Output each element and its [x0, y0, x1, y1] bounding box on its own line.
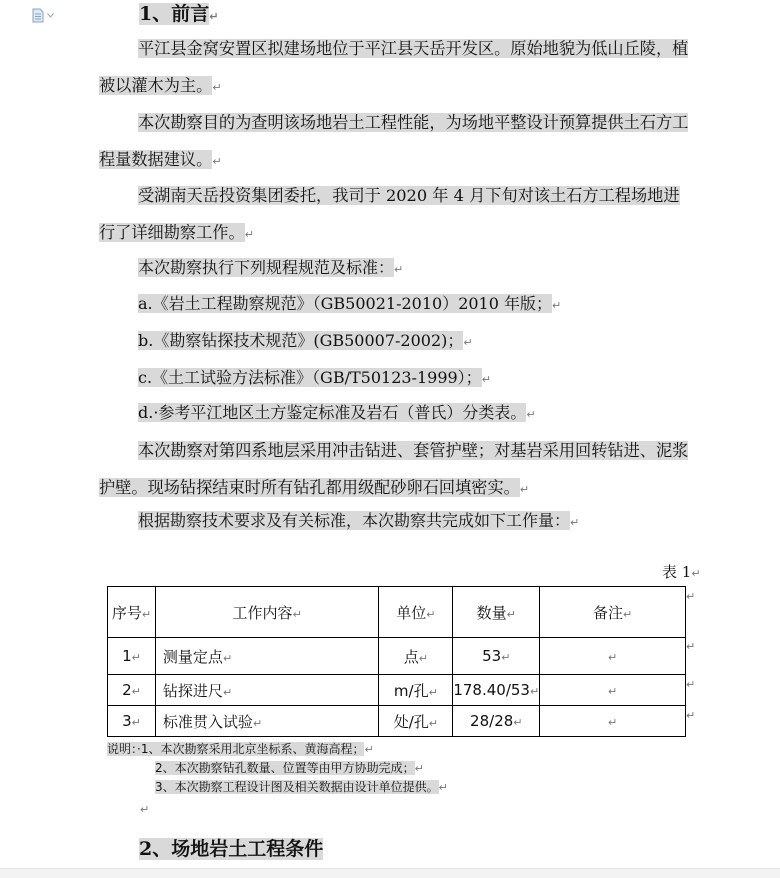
table-row — [108, 706, 686, 737]
row-end-mark: ↵ — [686, 640, 696, 653]
table-row — [108, 675, 686, 706]
table-cell: 测量定点↵ — [155, 638, 379, 675]
table-cell: ↵ — [540, 638, 686, 675]
section-heading-1: 1、前言↵ — [139, 3, 219, 25]
table-row — [108, 638, 686, 675]
row-end-mark: ↵ — [686, 590, 696, 603]
standard-item: d.·参考平江地区土方鉴定标准及岩石（普氏）分类表。↵ — [138, 403, 536, 422]
table-header-row — [108, 587, 686, 638]
table-cell: 178.40/53↵ — [453, 675, 540, 706]
empty-paragraph-mark: ↵ — [140, 803, 150, 816]
header-cell: 序号↵ — [108, 587, 156, 638]
table-cell: 53↵ — [453, 638, 540, 675]
standards-intro: 本次勘察执行下列规程规范及标准：↵ — [138, 258, 404, 277]
table-notes — [107, 740, 448, 797]
paragraph-method: 本次勘察对第四系地层采用冲击钻进、套管护壁；对基岩采用回转钻进、泥浆护壁。现场钻探结束时所有钻孔都用级配砂卵石回填密实。↵ — [99, 441, 689, 497]
table-cell: ↵ — [540, 706, 686, 737]
paragraph-purpose: 本次勘察目的为查明该场地岩土工程性能，为场地平整设计预算提供土石方工程量数据建议。↵ — [99, 113, 689, 169]
table-cell: 3↵ — [108, 706, 156, 737]
table-cell: 1↵ — [108, 638, 156, 675]
header-cell: 工作内容↵ — [155, 587, 379, 638]
workload-table — [107, 586, 686, 737]
table-cell: 钻探进尺↵ — [155, 675, 379, 706]
paragraph-commission: 受湖南天岳投资集团委托，我司于 2020 年 4 月下旬对该土石方工程场地进行了详细勘察工作。↵ — [99, 186, 680, 242]
header-cell: 备注↵ — [540, 587, 686, 638]
document-icon[interactable] — [32, 8, 54, 23]
note-line: 3、本次勘察工程设计图及相关数据由设计单位提供。↵ — [155, 780, 448, 794]
chevron-down-icon — [47, 13, 54, 18]
row-end-mark: ↵ — [686, 709, 696, 722]
table-cell: 标准贯入试验↵ — [155, 706, 379, 737]
table-cell: ↵ — [540, 675, 686, 706]
table-cell: 28/28↵ — [453, 706, 540, 737]
table-cell: 处/孔↵ — [379, 706, 453, 737]
standard-item: b.《勘察钻探技术规范》(GB50007-2002)；↵ — [138, 331, 473, 350]
standard-item: c.《土工试验方法标准》（GB/T50123-1999）；↵ — [138, 368, 491, 387]
table-cell: 点↵ — [379, 638, 453, 675]
table-caption: 表 1↵ — [662, 563, 701, 581]
header-cell: 单位↵ — [379, 587, 453, 638]
note-line: 2、本次勘察钻孔数量、位置等由甲方协助完成；↵ — [155, 761, 424, 775]
header-cell: 数量↵ — [453, 587, 540, 638]
table-cell: 2↵ — [108, 675, 156, 706]
paragraph-intro: 平江县金窝安置区拟建场地位于平江县天岳开发区。原始地貌为低山丘陵，植被以灌木为主。↵ — [99, 39, 689, 95]
row-end-mark: ↵ — [686, 678, 696, 691]
note-line: 说明：·1、本次勘察采用北京坐标系、黄海高程；↵ — [107, 742, 374, 756]
workload-intro: 根据勘察技术要求及有关标准，本次勘察共完成如下工作量：↵ — [138, 511, 580, 530]
table-cell: m/孔↵ — [379, 675, 453, 706]
page-icon — [32, 8, 44, 23]
section-heading-2: 2、场地岩土工程条件 — [139, 838, 324, 860]
standard-item: a.《岩土工程勘察规范》（GB50021-2010）2010 年版；↵ — [138, 294, 562, 313]
